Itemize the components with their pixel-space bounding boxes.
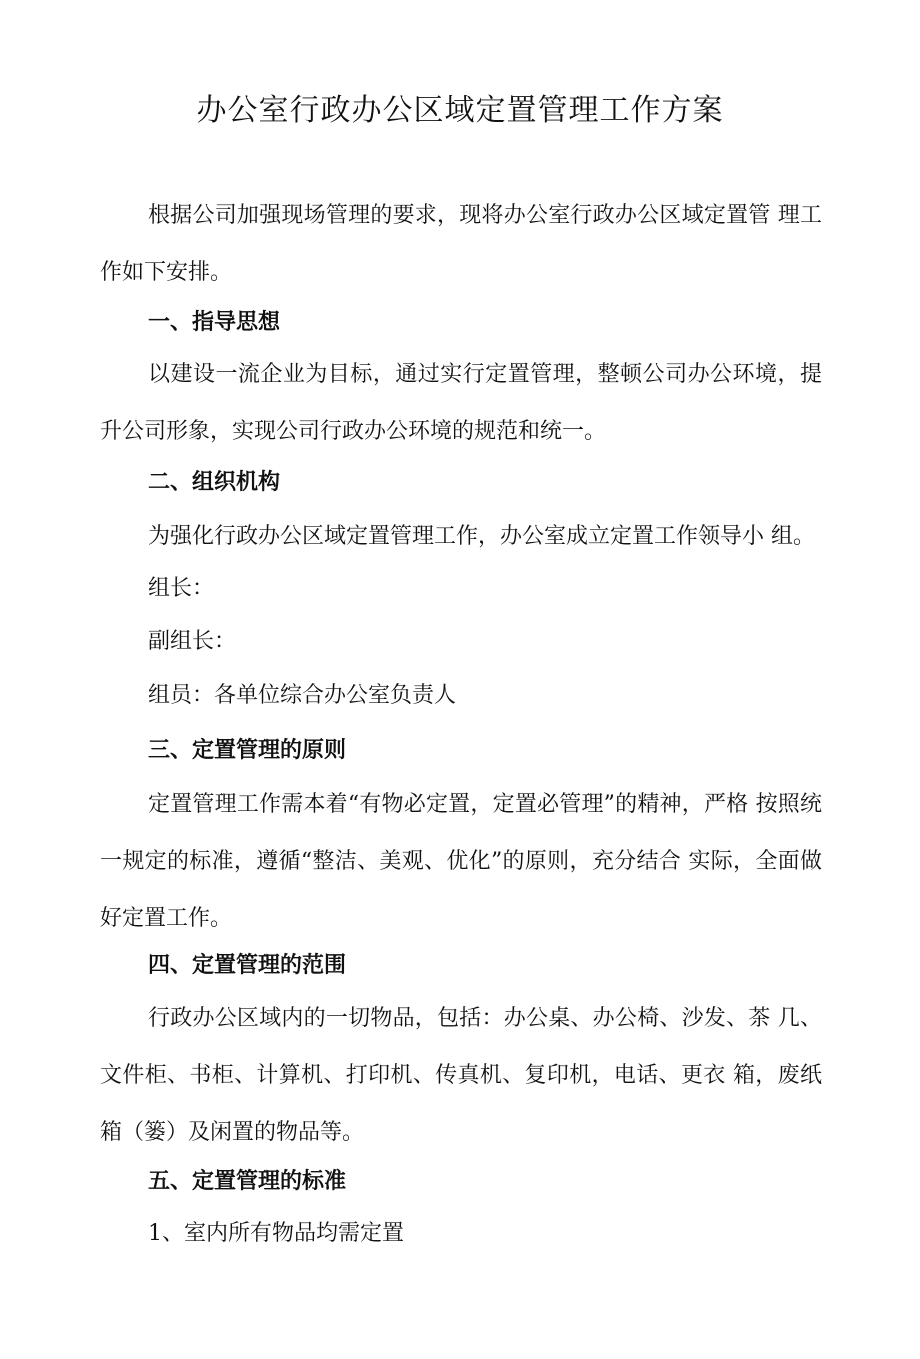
- section-body-guiding-ideology: 以建设一流企业为目标，通过实行定置管理，整顿公司办公环境，提升公司形象，实现公司行政办公环境的规范和统一。: [100, 362, 822, 444]
- intro-paragraph: 根据公司加强现场管理的要求，现将办公室行政办公区域定置管 理工作如下安排。: [100, 203, 822, 285]
- section-body-organization: 为强化行政办公区域定置管理工作，办公室成立定置工作领导小 组。: [148, 524, 815, 549]
- standard-item-1: 1、室内所有物品均需定置: [148, 1221, 404, 1246]
- group-leader-line: 组长：: [148, 576, 215, 601]
- section-heading-guiding-ideology: 一、指导思想: [148, 309, 281, 335]
- section-body-principles: 定置管理工作需本着“有物必定置，定置必管理”的精神，严格 按照统一规定的标准，遵循“整洁、美观、优化”的原则，充分结合 实际，全面做好定置工作。: [100, 792, 822, 931]
- section-heading-organization: 二、组织机构: [148, 469, 281, 495]
- deputy-leader-line: 副组长：: [148, 629, 237, 654]
- document-title: 办公室行政办公区域定置管理工作方案: [196, 93, 724, 128]
- section-heading-scope: 四、定置管理的范围: [148, 952, 347, 978]
- section-heading-principles: 三、定置管理的原则: [148, 737, 347, 763]
- section-body-scope: 行政办公区域内的一切物品，包括：办公桌、办公椅、沙发、茶 几、文件柜、书柜、计算机、打印机、传真机、复印机，电话、更衣 箱，废纸箱（篓）及闲置的物品等。: [100, 1006, 822, 1145]
- members-line: 组员：各单位综合办公室负责人: [148, 683, 457, 708]
- section-heading-standards: 五、定置管理的标准: [148, 1168, 347, 1194]
